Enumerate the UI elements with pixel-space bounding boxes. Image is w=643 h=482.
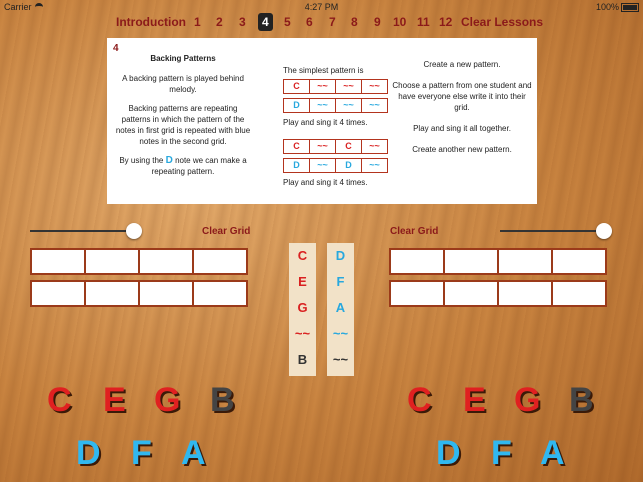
note-key-c[interactable]: C: [407, 381, 432, 419]
example-grid-2b: D ~~ D ~~: [283, 158, 388, 173]
paragraph-1: A backing pattern is played behind melody.: [122, 74, 244, 94]
lesson-nav: [0, 13, 643, 31]
clock: 4:27 PM: [304, 2, 339, 12]
note-key-g[interactable]: G: [154, 381, 181, 419]
lesson-title: Backing Patterns: [150, 54, 216, 63]
note-strip-left: [289, 243, 316, 376]
tab-lesson-8[interactable]: 8: [351, 15, 358, 29]
status-bar: [0, 0, 643, 14]
grid-cell[interactable]: [553, 282, 605, 305]
tab-lesson-7[interactable]: 7: [329, 15, 336, 29]
note-key-c[interactable]: C: [47, 381, 72, 419]
grid-cell[interactable]: [86, 250, 138, 273]
battery-icon: [621, 3, 639, 12]
strip-note[interactable]: D: [335, 248, 346, 263]
grid-cell[interactable]: [140, 282, 192, 305]
instruction-1: Create a new pattern.: [423, 60, 501, 69]
tab-lesson-11[interactable]: 11: [417, 15, 430, 29]
grid-cell[interactable]: [32, 250, 84, 273]
strip-note[interactable]: ~~: [332, 352, 349, 367]
note-key-b[interactable]: B: [210, 381, 235, 419]
simplest-label: The simplest pattern is: [283, 66, 364, 75]
example-grid-1b: D ~~ ~~ ~~: [283, 98, 388, 113]
right-grid-row-2: [389, 280, 607, 307]
instruction-3: Play and sing it all together.: [413, 124, 511, 133]
strip-note[interactable]: ~~: [332, 326, 349, 341]
tab-lesson-5[interactable]: 5: [284, 15, 291, 29]
grid-cell[interactable]: [140, 250, 192, 273]
tab-lesson-3[interactable]: 3: [239, 15, 246, 29]
battery-label: 100%: [596, 2, 639, 12]
strip-note[interactable]: C: [297, 248, 308, 263]
lesson-number: 4: [113, 43, 119, 54]
strip-note[interactable]: B: [297, 352, 308, 367]
note-key-f[interactable]: F: [131, 434, 152, 472]
note-key-d[interactable]: D: [436, 434, 461, 472]
note-key-e[interactable]: E: [463, 381, 486, 419]
lesson-card: [107, 38, 537, 204]
left-slider-track[interactable]: [30, 230, 134, 232]
left-slider-knob[interactable]: [126, 223, 142, 239]
grid-cell[interactable]: [499, 250, 551, 273]
play-instruction-2: Play and sing it 4 times.: [283, 178, 368, 187]
paragraph-2: Backing patterns are repeating patterns in which the pattern of the notes in first grid is repeated with blue notes in the second grid.: [115, 104, 251, 146]
instruction-2: Choose a pattern from one student and have everyone else write it into their grid.: [392, 81, 532, 112]
play-instruction-1: Play and sing it 4 times.: [283, 118, 368, 127]
left-clear-grid-button[interactable]: Clear Grid: [202, 226, 251, 237]
grid-cell[interactable]: [445, 250, 497, 273]
tab-introduction[interactable]: Introduction: [116, 15, 186, 29]
note-key-a[interactable]: A: [540, 434, 565, 472]
grid-cell[interactable]: [499, 282, 551, 305]
grid-cell[interactable]: [86, 282, 138, 305]
grid-cell[interactable]: [553, 250, 605, 273]
tab-lesson-4[interactable]: 4: [258, 13, 273, 31]
strip-note[interactable]: G: [297, 300, 308, 315]
grid-cell[interactable]: [32, 282, 84, 305]
example-grid-1a: C ~~ ~~ ~~: [283, 79, 388, 94]
instruction-4: Create another new pattern.: [412, 145, 512, 154]
note-key-a[interactable]: A: [181, 434, 206, 472]
note-key-b[interactable]: B: [569, 381, 594, 419]
grid-cell[interactable]: [194, 282, 246, 305]
grid-cell[interactable]: [391, 282, 443, 305]
grid-cell[interactable]: [194, 250, 246, 273]
tab-lesson-6[interactable]: 6: [306, 15, 313, 29]
strip-note[interactable]: F: [336, 274, 345, 289]
lesson-intro: [113, 53, 253, 185]
clear-lessons-button[interactable]: Clear Lessons: [461, 15, 544, 29]
right-slider-track[interactable]: [500, 230, 604, 232]
paragraph-3: By using the D note we can make a repeating pattern.: [119, 155, 247, 176]
tab-lesson-10[interactable]: 10: [393, 15, 407, 29]
left-grid-row-1: [30, 248, 248, 275]
tab-lesson-2[interactable]: 2: [216, 15, 223, 29]
note-key-f[interactable]: F: [491, 434, 512, 472]
note-key-d[interactable]: D: [76, 434, 101, 472]
tab-lesson-12[interactable]: 12: [439, 15, 453, 29]
grid-cell[interactable]: [445, 282, 497, 305]
left-grid-row-2: [30, 280, 248, 307]
note-key-g[interactable]: G: [514, 381, 541, 419]
right-clear-grid-button[interactable]: Clear Grid: [390, 226, 439, 237]
note-key-e[interactable]: E: [103, 381, 126, 419]
grid-cell[interactable]: [391, 250, 443, 273]
strip-note[interactable]: A: [335, 300, 346, 315]
strip-note[interactable]: ~~: [294, 326, 311, 341]
right-slider-knob[interactable]: [596, 223, 612, 239]
tab-lesson-9[interactable]: 9: [374, 15, 381, 29]
activity-instructions: [392, 59, 532, 165]
note-strip-right: [327, 243, 354, 376]
example-grid-2a: C ~~ C ~~: [283, 139, 388, 154]
strip-note[interactable]: E: [298, 274, 307, 289]
example-patterns: [283, 66, 388, 187]
tab-lesson-1[interactable]: 1: [194, 15, 201, 29]
carrier-label: Carrier: [4, 2, 43, 12]
right-grid-row-1: [389, 248, 607, 275]
